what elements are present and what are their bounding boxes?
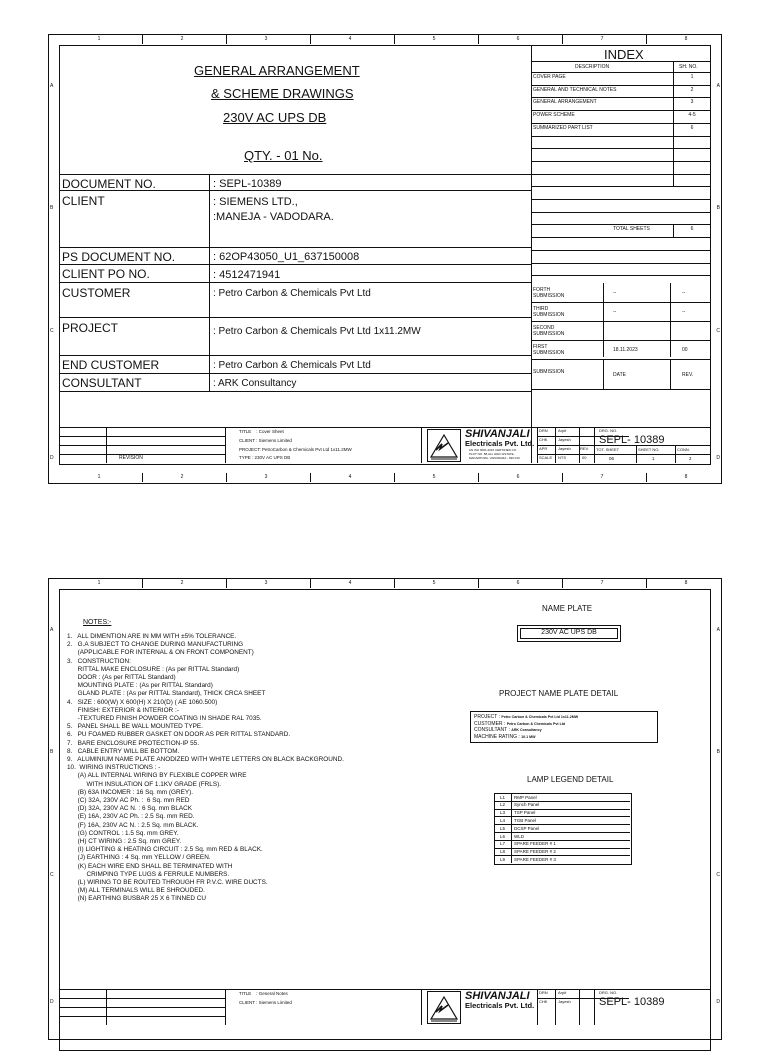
- drawing-line: [531, 161, 711, 162]
- row-letter: B: [716, 749, 720, 755]
- note-line: (F) 16A, 230V AC N. : 2.5 Sq. mm BLACK.: [67, 821, 199, 829]
- drawn-by-label: CHK: [539, 999, 548, 1004]
- titleblock-client: CLIENT : Siemens Limited: [239, 438, 292, 443]
- index-row-sheet-no: 6: [690, 124, 694, 131]
- field-end-customer-label: END CUSTOMER: [62, 358, 160, 372]
- column-number: 2: [180, 474, 184, 480]
- field-customer-label: CUSTOMER: [62, 286, 131, 300]
- note-line: (D) 32A, 230V AC N. : 6 Sq. mm BLACK: [67, 805, 193, 813]
- lamp-code: L9: [499, 856, 505, 862]
- drawing-line: [531, 250, 711, 251]
- name-plate-box: [517, 625, 621, 642]
- note-line: (C) 32A, 230V AC Ph. : 6 Sq. mm RED: [67, 797, 190, 804]
- index-total-value: 6: [690, 226, 694, 233]
- lamp-code: L2: [499, 802, 505, 808]
- column-number: 6: [516, 474, 520, 480]
- lamp-legend-title: LAMP LEGEND DETAIL: [527, 775, 614, 784]
- drawing-line: [531, 186, 711, 187]
- note-line: 1. ALL DIMENTION ARE IN MM WITH ±5% TOLERANCE.: [67, 633, 237, 640]
- row-letter: A: [716, 83, 720, 89]
- notes-sheet: [48, 578, 722, 1040]
- note-line: DOOR : (As per RITTAL Standard): [67, 674, 176, 681]
- row-letter: D: [50, 455, 54, 461]
- note-line: (K) EACH WIRE END SHALL BE TERMINATED WITH: [67, 862, 233, 870]
- field-project-label: PROJECT: [62, 321, 119, 335]
- submission-date: --: [613, 290, 617, 296]
- drawing-line: [225, 989, 226, 1025]
- note-line: MOUNTING PLATE : (As per RITTAL Standard): [67, 682, 213, 690]
- column-tick: [142, 473, 143, 482]
- row-letter: C: [716, 872, 720, 878]
- row-letter: B: [50, 749, 54, 755]
- cover-sheet: [48, 34, 722, 484]
- drawing-line: [594, 989, 595, 1025]
- column-tick: [646, 35, 647, 44]
- drawn-by-label: DRN: [539, 990, 548, 995]
- index-row-sheet-no: 3: [690, 99, 694, 106]
- drawing-line: [421, 427, 422, 463]
- drawing-line: [59, 445, 225, 446]
- drawing-line: [531, 61, 711, 62]
- column-number: 1: [97, 474, 101, 480]
- row-letter: C: [50, 872, 54, 878]
- sheet-no-value: 1: [652, 456, 655, 461]
- drawing-line: [531, 123, 711, 124]
- column-tick: [394, 579, 395, 588]
- note-line: 9. ALUMINIUM NAME PLATE ANODIZED WITH WHITE LETTERS ON BLACK BACKGROUND.: [67, 756, 344, 763]
- drawing-line: [555, 989, 556, 1025]
- company-address-1: AN ISO 9001:2015 CERTIFIED CO.: [469, 448, 517, 452]
- lamp-description: TSP Panel: [514, 810, 536, 816]
- drawn-by-value: Arpit: [558, 990, 567, 995]
- company-name: SHIVANJALI: [465, 990, 530, 1002]
- lamp-description: SPARE FEEDER # 1: [514, 841, 556, 847]
- field-ps-document-value: : 62OP43050_U1_637150008: [213, 251, 360, 263]
- lamp-description: TGB Panel: [514, 817, 537, 823]
- column-tick: [310, 473, 311, 482]
- field-client-value: : SIEMENS LTD.,: [213, 196, 298, 208]
- index-row-sheet-no: 4-5: [688, 112, 696, 119]
- column-number: 3: [264, 36, 268, 42]
- rev-value: 00: [582, 455, 587, 460]
- drawn-by-value: NTS: [558, 455, 566, 460]
- titleblock-title: TITLE : General Notes: [239, 991, 288, 996]
- note-line: -TEXTURED FINISH POWDER COATING IN SHADE RAL 7035.: [67, 715, 262, 722]
- note-line: (N) EARTHING BUSBAR 25 X 6 TINNED CU: [67, 895, 206, 903]
- titleblock-client: CLIENT : Siemens Limited: [239, 1000, 292, 1005]
- submission-date: DATE: [613, 372, 626, 378]
- drawing-line: [531, 110, 711, 111]
- column-number: 6: [516, 36, 520, 42]
- drawing-line: [531, 263, 711, 264]
- index-row-sheet-no: 1: [690, 74, 694, 80]
- field-project-value: : Petro Carbon & Chemicals Pvt Ltd 1x11.2MW: [213, 326, 421, 337]
- conn-label: CONN.: [677, 447, 690, 452]
- drawing-line: [555, 427, 556, 463]
- row-letter: A: [50, 83, 54, 89]
- column-number: 1: [97, 580, 101, 586]
- nameplate-detail-value: Petro Carbon & Chemicals Pvt Ltd: [506, 721, 566, 726]
- row-letter: B: [50, 205, 54, 211]
- lamp-code: L7: [499, 841, 505, 847]
- note-line: 5. PANEL SHALL BE WALL MOUNTED TYPE.: [67, 723, 203, 731]
- drawn-by-value: Jayesh: [558, 999, 571, 1004]
- nameplate-detail-key: CONSULTANT :: [474, 727, 512, 733]
- drawing-line: [594, 445, 711, 446]
- drawing-no-label: DRG. NO.: [599, 990, 618, 995]
- drawing-line: [511, 793, 512, 863]
- field-customer-value: : Petro Carbon & Chemicals Pvt Ltd: [213, 288, 371, 299]
- titleblock-project: PROJECT: PetroCarbon & Chemicals Pvt Ltd 1x11.2MW: [239, 447, 352, 452]
- drawing-line: [636, 445, 637, 463]
- note-line: (G) CONTROL : 1.5 Sq. mm GREY.: [67, 829, 179, 837]
- column-number: 5: [432, 36, 436, 42]
- row-letter: D: [716, 999, 720, 1005]
- note-line: (J) EARTHING : 4 Sq. mm YELLOW / GREEN.: [67, 854, 211, 862]
- drawing-line: [531, 136, 711, 137]
- nameplate-detail-key: PROJECT :: [474, 714, 502, 720]
- column-tick: [562, 579, 563, 588]
- lamp-description: Synch Panel: [514, 802, 540, 808]
- nameplate-detail-value: Petro Carbon & Chemicals Pvt Ltd 1x11.2MW: [501, 715, 579, 719]
- lamp-code: L1: [499, 794, 505, 800]
- drawing-line: [531, 237, 711, 238]
- drawing-line: [531, 359, 711, 360]
- drawing-line: [531, 321, 711, 322]
- note-line: GLAND PLATE : (As per RITTAL Standard), THICK CRCA SHEET: [67, 690, 266, 698]
- note-line: (B) 63A INCOMER : 16 Sq. mm (GREY).: [67, 788, 194, 796]
- note-line: 6. PU FOAMED RUBBER GASKET ON DOOR AS PER RITTAL STANDARD.: [67, 731, 291, 739]
- lamp-code: L6: [499, 833, 505, 839]
- note-line: 4. SIZE : 600(W) X 600(H) X 210(D) ( AE 1060.500): [67, 698, 218, 706]
- cover-title-line-2: & SCHEME DRAWINGS: [211, 86, 354, 101]
- column-number: 7: [600, 474, 604, 480]
- column-number: 4: [348, 474, 352, 480]
- row-letter: D: [716, 455, 720, 461]
- column-tick: [562, 35, 563, 44]
- drawn-by-value: Jayesh: [558, 437, 571, 442]
- drawing-line: [106, 989, 107, 1025]
- note-line: (E) 16A, 230V AC Ph. : 2.5 Sq. mm RED.: [67, 813, 195, 821]
- drawing-line: [531, 389, 711, 390]
- titleblock-type: TYPE : 230V AC UPS DB: [239, 455, 291, 460]
- drawing-line: [531, 224, 711, 225]
- drawing-line: [579, 989, 580, 1025]
- note-line: 3. CONSTRUCTION:: [67, 657, 131, 665]
- note-line: (A) ALL INTERNAL WIRING BY FLEXIBLE COPPER WIRE: [67, 772, 247, 780]
- drawing-line: [531, 302, 711, 303]
- drawing-no-label: DRG. NO.: [599, 428, 618, 433]
- nameplate-detail-value: ARK Consultancy: [511, 728, 542, 732]
- drawing-line: [531, 199, 711, 200]
- column-tick: [142, 35, 143, 44]
- total-sheet-label: TOT. SHEET: [596, 447, 620, 452]
- lamp-description: SPARE FEEDER # 3: [514, 856, 556, 862]
- column-tick: [310, 35, 311, 44]
- note-line: RITTAL MAKE ENCLOSURE : (As per RITTAL Standard): [67, 665, 240, 673]
- company-subtitle: Electricals Pvt. Ltd.: [465, 439, 535, 448]
- field-consultant-value: : ARK Consultancy: [213, 378, 297, 389]
- submission-label: FORTH SUBMISSION: [533, 287, 565, 299]
- nameplate-detail-line: [474, 721, 565, 727]
- column-tick: [310, 579, 311, 588]
- index-row-description: GENERAL ARRANGEMENT: [533, 99, 597, 106]
- lamp-code: L8: [499, 849, 505, 855]
- note-line: FINISH: EXTERIOR & INTERIOR :-: [67, 706, 179, 714]
- note-line: 8. CABLE ENTRY WILL BE BOTTOM.: [67, 747, 180, 755]
- column-tick: [478, 473, 479, 482]
- index-total-label: TOTAL SHEETS: [613, 226, 650, 233]
- index-row-description: COVER PAGE: [533, 74, 566, 80]
- drawing-line: [594, 454, 711, 455]
- column-number: 2: [180, 36, 184, 42]
- note-line: 10. WIRING INSTRUCTIONS : -: [67, 764, 161, 772]
- column-tick: [394, 473, 395, 482]
- lamp-description: WLD: [514, 833, 524, 839]
- column-tick: [226, 473, 227, 482]
- conn-value: 2: [689, 456, 692, 461]
- note-line: CRIMPING TYPE LUGS & FERRULE NUMBERS.: [67, 870, 230, 878]
- submission-rev: 00: [682, 347, 688, 353]
- column-tick: [394, 35, 395, 44]
- lamp-code: L4: [499, 817, 505, 823]
- submission-date: 18.11.2023: [613, 347, 638, 353]
- column-number: 8: [684, 36, 688, 42]
- drawing-line: [531, 85, 711, 86]
- column-number: 7: [600, 36, 604, 42]
- drawing-line: [531, 72, 711, 73]
- drawing-line: [59, 1016, 225, 1017]
- sheet-no-label: SHEET NO.: [638, 447, 660, 452]
- row-letter: B: [716, 205, 720, 211]
- column-tick: [142, 579, 143, 588]
- company-logo-icon: [427, 429, 461, 462]
- submission-label: THIRD SUBMISSION: [533, 306, 565, 318]
- note-line: 7. BARE ENCLOSURE PROTECTION-IP 55.: [67, 739, 199, 747]
- company-address-2: PLOT NO. 88,ALL GIDC ESTATE,: [469, 452, 515, 456]
- column-tick: [646, 579, 647, 588]
- drawing-line: [59, 1007, 225, 1008]
- drawn-by-value: Jayesh: [558, 446, 571, 451]
- column-number: 7: [600, 580, 604, 586]
- titleblock-title: TITLE : Cover Sheet: [239, 429, 284, 434]
- company-name: SHIVANJALI: [465, 428, 530, 440]
- row-letter: A: [50, 627, 54, 633]
- column-number: 1: [97, 36, 101, 42]
- drawing-line: [421, 989, 422, 1025]
- drawing-line: [537, 989, 538, 1025]
- field-client-value-2: :MANEJA - VADODARA.: [213, 211, 334, 223]
- name-plate-title: NAME PLATE: [542, 604, 593, 613]
- drawn-by-label: CHK: [539, 437, 548, 442]
- column-tick: [478, 579, 479, 588]
- column-tick: [562, 473, 563, 482]
- notes-title: NOTES:-: [83, 619, 112, 626]
- drawing-line: [531, 97, 711, 98]
- column-number: 4: [348, 36, 352, 42]
- field-ps-document-label: PS DOCUMENT NO.: [62, 250, 176, 264]
- note-line: 2. G.A SUBJECT TO CHANGE DURING MANUFACTURING: [67, 641, 244, 649]
- rev-label: REV.: [580, 446, 589, 451]
- drawing-line: [59, 998, 225, 999]
- drawing-line: [531, 340, 711, 341]
- row-letter: D: [50, 999, 54, 1005]
- drawing-line: [531, 275, 711, 276]
- nameplate-detail-line: [474, 727, 542, 733]
- note-line: (H) CT WIRING : 2.5 Sq. mm GREY.: [67, 838, 182, 845]
- drawing-line: [670, 359, 671, 389]
- drawn-by-label: APR: [539, 446, 548, 451]
- field-document-no-label: DOCUMENT NO.: [62, 177, 156, 191]
- column-number: 5: [432, 580, 436, 586]
- drawing-line: [225, 427, 226, 463]
- nameplate-detail-line: [474, 714, 578, 720]
- drawing-line: [531, 148, 711, 149]
- drawn-by-label: DRN: [539, 428, 548, 433]
- drawing-line: [675, 445, 676, 463]
- submission-label: SECOND SUBMISSION: [533, 325, 565, 337]
- field-document-no-value: : SEPL-10389: [213, 178, 282, 190]
- revision-label: REVISION: [119, 455, 143, 461]
- nameplate-detail-value: 10.1 MW: [521, 734, 536, 739]
- column-tick: [646, 473, 647, 482]
- lamp-description: SPARE FEEDER # 2: [514, 849, 556, 855]
- column-number: 3: [264, 474, 268, 480]
- note-line: (I) LIGHTING & HEATING CIRCUIT : 2.5 Sq. mm RED & BLACK.: [67, 846, 263, 854]
- drawing-line: [531, 212, 711, 213]
- lamp-code: L5: [499, 825, 505, 831]
- drawing-no: SEPL- 10389: [599, 996, 665, 1008]
- drawing-line: [59, 436, 225, 437]
- total-sheet-value: 06: [609, 456, 615, 461]
- lamp-code: L3: [499, 810, 505, 816]
- submission-rev: REV.: [682, 372, 694, 378]
- note-line: (M) ALL TERMINALS WILL BE SHROUDED.: [67, 887, 205, 895]
- drawn-by-value: Arpit: [558, 428, 567, 433]
- company-address-3: MAKARPURA, VADODARA - 390 010.: [469, 456, 521, 460]
- field-client-po-label: CLIENT PO NO.: [62, 267, 150, 281]
- submission-label: FIRST SUBMISSION: [533, 344, 565, 356]
- nameplate-detail-key: MACHINE RATING :: [474, 733, 522, 740]
- company-subtitle: Electricals Pvt. Ltd.: [465, 1001, 535, 1010]
- company-logo-icon: [427, 991, 461, 1024]
- lamp-description: DCSP Panel: [514, 825, 540, 831]
- column-number: 4: [348, 580, 352, 586]
- index-row-description: GENERAL AND TECHNICAL NOTES: [533, 86, 617, 93]
- submission-rev: --: [682, 309, 686, 315]
- column-number: 5: [432, 474, 436, 480]
- column-tick: [226, 579, 227, 588]
- column-tick: [478, 35, 479, 44]
- cover-qty: QTY. - 01 No.: [244, 148, 323, 163]
- column-number: 8: [684, 474, 688, 480]
- row-letter: C: [716, 328, 720, 334]
- drawing-line: [673, 224, 674, 237]
- row-letter: A: [716, 627, 720, 633]
- index-row-sheet-no: 2: [690, 86, 694, 93]
- lamp-description: RMP Panel: [514, 794, 537, 800]
- submission-date: --: [613, 309, 617, 315]
- index-title: INDEX: [604, 47, 644, 62]
- drawn-by-label: SCALE: [539, 455, 553, 460]
- index-row-description: SUMMARIZED PART LIST: [533, 124, 593, 131]
- field-end-customer-value: : Petro Carbon & Chemicals Pvt Ltd: [213, 360, 371, 371]
- column-number: 8: [684, 580, 688, 586]
- drawing-no: SEPL- 10389: [599, 434, 665, 446]
- column-tick: [226, 35, 227, 44]
- field-consultant-label: CONSULTANT: [62, 376, 142, 390]
- cover-title-line-3: 230V AC UPS DB: [223, 110, 327, 125]
- cover-title-line-1: GENERAL ARRANGEMENT: [194, 63, 360, 78]
- index-row-description: POWER SCHEME: [533, 112, 575, 119]
- project-nameplate-box: [470, 711, 658, 743]
- nameplate-detail-line: [474, 734, 536, 740]
- field-client-label: CLIENT: [62, 194, 105, 208]
- submission-label: SUBMISSION: [533, 369, 565, 375]
- drawing-line: [106, 427, 107, 463]
- column-number: 6: [516, 580, 520, 586]
- index-col-sheet-no: SH. NO.: [679, 64, 698, 70]
- project-nameplate-title: PROJECT NAME PLATE DETAIL: [499, 689, 619, 698]
- drawing-line: [531, 174, 711, 175]
- note-line: (APPLICABLE FOR INTERNAL & ON FRONT COMPONENT): [67, 649, 254, 657]
- note-line: (L) WIRING TO BE ROUTED THROUGH FR P.V.C. WIRE DUCTS.: [67, 879, 268, 886]
- submission-rev: --: [682, 290, 686, 296]
- column-number: 3: [264, 580, 268, 586]
- row-letter: C: [50, 328, 54, 334]
- field-client-po-value: : 4512471941: [213, 269, 281, 281]
- index-col-description: DESCRIPTION: [575, 64, 610, 70]
- drawing-line: [603, 359, 604, 389]
- note-line: WITH INSULATION OF 1.1KV GRADE (FRLS).: [67, 780, 221, 788]
- column-number: 2: [180, 580, 184, 586]
- drawing-line: [579, 427, 580, 463]
- name-plate-text: 230V AC UPS DB: [541, 629, 597, 636]
- nameplate-detail-key: CUSTOMER :: [474, 720, 507, 727]
